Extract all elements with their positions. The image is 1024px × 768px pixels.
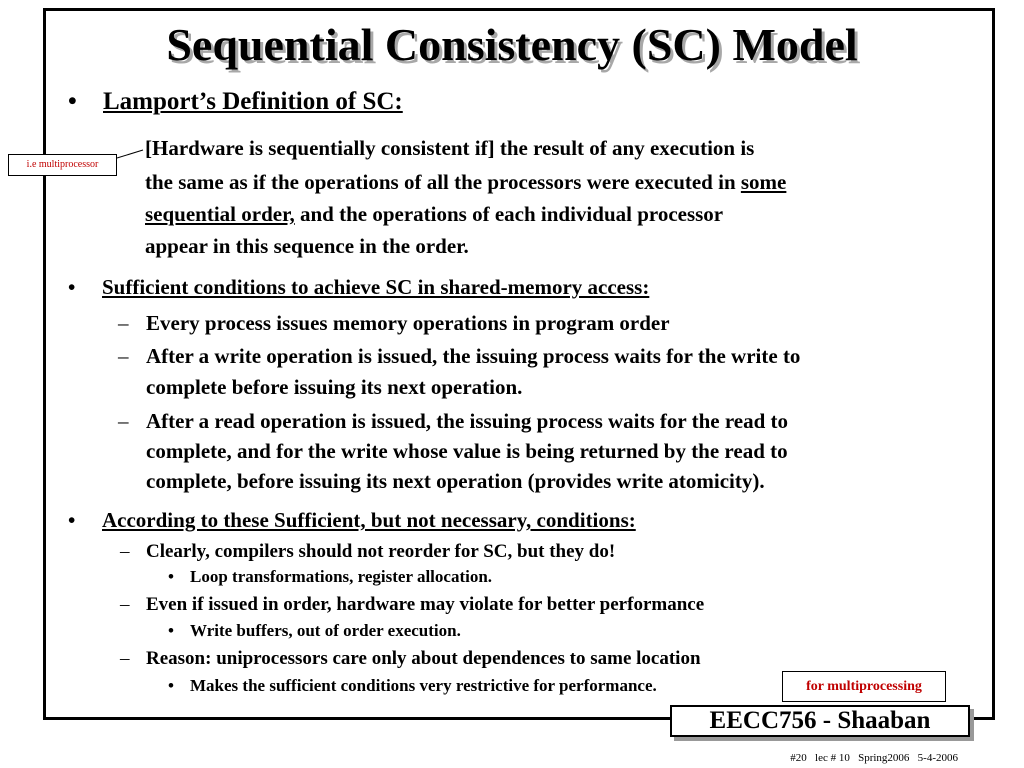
quote-line: [Hardware is sequentially consistent if] the result of any execution is — [145, 136, 755, 160]
sub-item-cont: complete before issuing its next operation. — [146, 375, 523, 399]
bullet-heading-lamport: Lamport’s Definition of SC: — [103, 88, 403, 115]
callout-leader-line — [117, 150, 143, 158]
dash: – — [118, 409, 129, 433]
dash: – — [118, 311, 129, 335]
bullet-dot: • — [68, 508, 76, 532]
sub-item: Reason: uniprocessors care only about dependences to same location — [146, 648, 701, 669]
bullet-dot: • — [68, 275, 76, 299]
callout-multiprocessing: for multiprocessing — [782, 671, 946, 702]
slide-title: Sequential Consistency (SC) Model — [166, 19, 858, 70]
sub-item-cont: complete, before issuing its next operation (provides write atomicity). — [146, 469, 765, 493]
sub-item: Every process issues memory operations in program order — [146, 311, 670, 335]
sub-item: After a write operation is issued, the issuing process waits for the write to — [146, 344, 801, 368]
dash: – — [120, 648, 130, 669]
course-label: EECC756 - Shaaban — [670, 705, 970, 737]
sub-item-cont: complete, and for the write whose value is being returned by the read to — [146, 439, 788, 463]
sub-sub-item: Makes the sufficient conditions very restrictive for performance. — [190, 676, 657, 695]
quote-text: the same as if the operations of all the processors were executed in — [145, 170, 741, 194]
sub-item: After a read operation is issued, the issuing process waits for the read to — [146, 409, 789, 433]
sub-item: Clearly, compilers should not reorder for SC, but they do! — [146, 541, 616, 562]
slide-meta: #20 lec # 10 Spring2006 5-4-2006 — [790, 752, 958, 764]
quote-underlined-some: some — [740, 170, 787, 194]
dash: – — [118, 344, 129, 368]
bullet-dot: • — [68, 88, 77, 115]
sub-sub-dot: • — [168, 676, 174, 695]
dash: – — [120, 541, 130, 562]
sub-item: Even if issued in order, hardware may violate for better performance — [146, 594, 705, 615]
quote-underlined-order: sequential order, — [145, 202, 295, 226]
sub-sub-item: Write buffers, out of order execution. — [190, 621, 461, 640]
bullet-heading-according: According to these Sufficient, but not necessary, conditions: — [102, 508, 636, 532]
sub-sub-dot: • — [168, 621, 174, 640]
callout-multiprocessor: i.e multiprocessor — [8, 154, 117, 176]
sub-sub-item: Loop transformations, register allocation. — [190, 567, 493, 586]
dash: – — [120, 594, 130, 615]
quote-text: and the operations of each individual processor — [294, 202, 724, 226]
sub-sub-dot: • — [168, 567, 174, 586]
quote-line: appear in this sequence in the order. — [145, 234, 469, 258]
bullet-heading-sufficient: Sufficient conditions to achieve SC in shared-memory access: — [102, 275, 650, 299]
